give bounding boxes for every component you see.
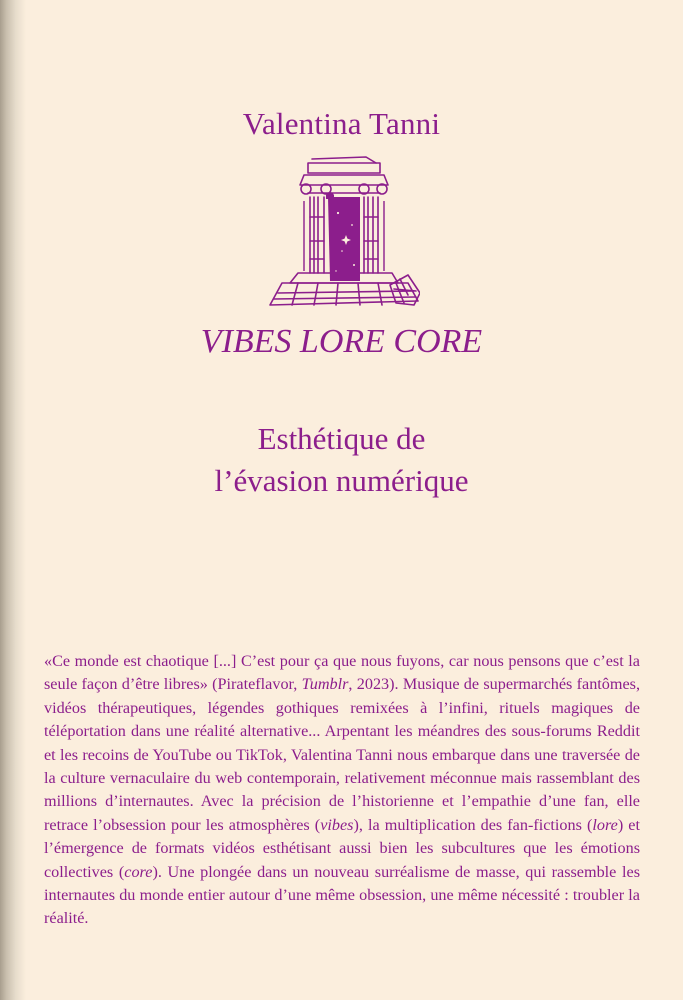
blurb-italic-3: lore (592, 815, 618, 834)
book-subtitle (0, 418, 683, 502)
blurb-italic-4: core (124, 862, 153, 881)
blurb-text-5: ). Une plongée dans un nouveau surréalisme de masse, qui rassemble les internautes du monde entier autour d’une même obsession, une même nécessité : troubler la réalité. (44, 862, 640, 928)
subtitle-line-2: l’évasion numérique (214, 463, 469, 498)
back-cover-blurb (44, 650, 640, 931)
blurb-text-2: , 2023). Musique de supermarchés fantômes, vidéos thérapeutiques, légendes gothiques remixées à l’infini, rituels magiques de téléportation dans une réalité alternative... Arpentant les méandres des sous-forums Reddit et les recoins de YouTube ou TikTok, Valentina Tanni nous embarque dans une traversée de la culture vernaculaire du web contemporain, relativement méconnue mais rassemblant des millions d’internautes. Avec la précision de l’historienne et l’empathie d’une fan, elle retrace l’obsession pour les atmosphères ( (44, 675, 640, 834)
blurb-text-3: ), la multiplication des fan-fictions ( (353, 815, 593, 834)
blurb-italic-1: Tumblr (301, 675, 349, 694)
blurb-text-4: ) et l’émergence de formats vidéos esthétisant aussi bien les subcultures que les émotions collectives ( (44, 815, 640, 881)
blurb-text-1: «Ce monde est chaotique [...] C’est pour ça que nous fuyons, car nous pensons que c’est la seule façon d’être libres» (Pirateflavor, (44, 652, 640, 694)
blurb-italic-2: vibes (320, 815, 354, 834)
book-title: VIBES LORE CORE (200, 323, 483, 360)
ruined-temple-column-icon (268, 155, 420, 315)
author-name: Valentina Tanni (242, 106, 441, 141)
subtitle-line-1: Esthétique de (257, 421, 426, 456)
